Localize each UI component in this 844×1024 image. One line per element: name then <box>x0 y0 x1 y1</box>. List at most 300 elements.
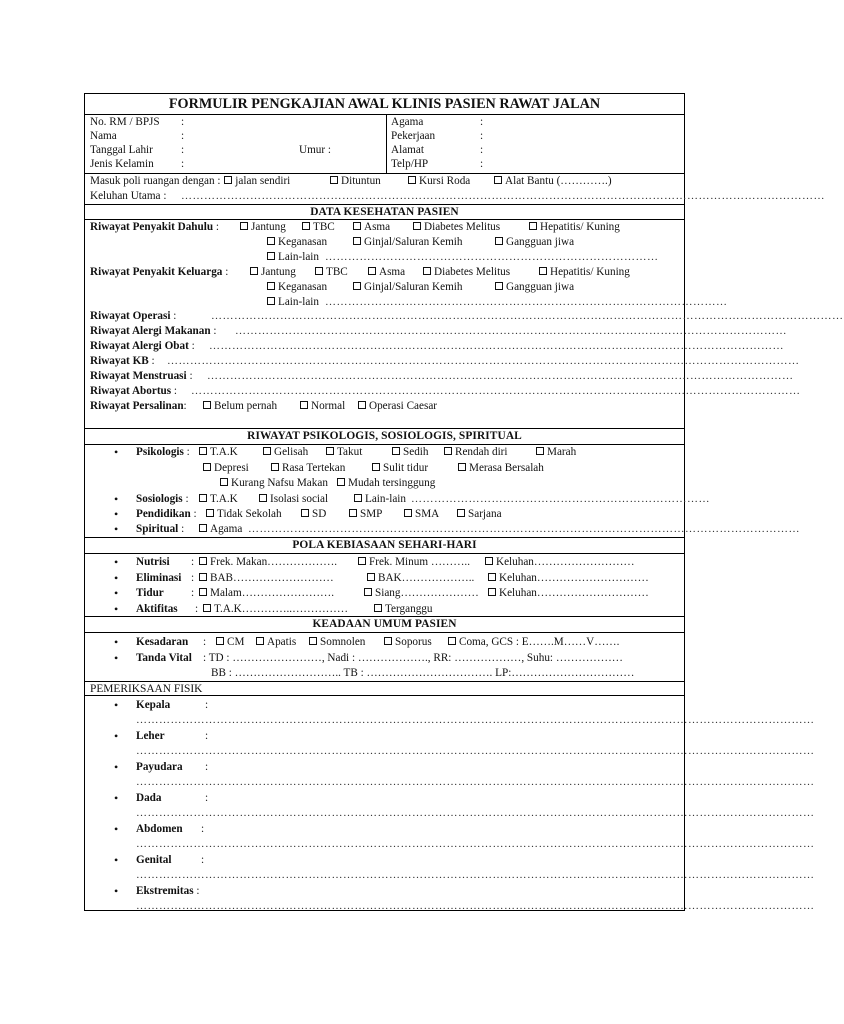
tanda-vital-values[interactable]: : TD : ……………………, Nadi : ………………., RR: ………………, Suhu: ……………… <box>203 652 623 664</box>
checkbox[interactable] <box>267 252 275 260</box>
riwayat-abortus-label: Riwayat Abortus <box>90 385 172 397</box>
tidur-label: Tidur <box>136 587 164 599</box>
kesadaran-label: Kesadaran <box>136 636 189 648</box>
option-label: Operasi Caesar <box>369 400 438 412</box>
option-label: Rasa Tertekan <box>282 462 346 474</box>
option <box>407 174 470 188</box>
option <box>258 492 328 506</box>
colon: : <box>480 116 484 128</box>
checkbox[interactable] <box>206 509 214 517</box>
pekerjaan-label: Pekerjaan <box>391 130 436 142</box>
option-label: TBC <box>313 221 335 233</box>
checkbox[interactable] <box>404 509 412 517</box>
masuk-poli-label: Masuk poli ruangan dengan : <box>90 175 221 187</box>
option <box>353 492 406 506</box>
kb-field[interactable]: ………………………………………………………………………………………………………………………………………………… <box>167 355 800 367</box>
option-label: Mudah tersinggung <box>348 477 436 489</box>
pendidikan-label: Pendidikan <box>136 508 191 520</box>
bullet: • <box>114 853 119 867</box>
checkbox[interactable] <box>485 557 493 565</box>
option <box>457 461 544 475</box>
option-label: Depresi <box>214 462 249 474</box>
riwayat-abortus-row: Riwayat Abortus : <box>90 385 178 397</box>
bullet: • <box>114 884 119 898</box>
colon: : <box>205 761 209 773</box>
bullet: • <box>114 555 119 569</box>
option <box>412 220 500 234</box>
section-fisik: PEMERIKSAAN FISIK <box>90 683 203 695</box>
option <box>367 265 405 279</box>
option-label: TBC <box>326 266 348 278</box>
option-label: Keluhan……………………… <box>496 556 635 568</box>
masuk-poli-row <box>90 174 290 188</box>
option <box>249 265 296 279</box>
divider <box>85 695 684 696</box>
colon: : <box>191 587 195 599</box>
checkbox[interactable] <box>300 401 308 409</box>
payudara-label: Payudara <box>136 761 183 773</box>
sosiologis-label: Sosiologis <box>136 493 183 505</box>
option-label: Lain-lain <box>278 251 320 263</box>
option-label: Dituntun <box>341 175 381 187</box>
option-label: jalan sendiri <box>235 175 291 187</box>
psikologis-row: Psikologis : <box>136 446 190 458</box>
menstruasi-field[interactable]: ……………………………………………………………………………………………………………………………………… <box>207 370 794 382</box>
colon: : <box>205 699 209 711</box>
checkbox[interactable] <box>315 267 323 275</box>
checkbox[interactable] <box>263 447 271 455</box>
abortus-field[interactable]: …………………………………………………………………………………………………………………………………………… <box>191 385 801 397</box>
option-label: Keganasan <box>278 281 328 293</box>
section-pola: POLA KEBIASAAN SEHARI-HARI <box>292 539 477 551</box>
option-label: Belum pernah <box>214 400 278 412</box>
checkbox[interactable] <box>267 237 275 245</box>
section-psikologis: RIWAYAT PSIKOLOGIS, SOSIOLOGIS, SPIRITUAL <box>247 430 522 442</box>
checkbox[interactable] <box>358 401 366 409</box>
bullet: • <box>114 635 119 649</box>
checkbox[interactable] <box>495 237 503 245</box>
colon: : <box>201 823 205 835</box>
option-label: Merasa Bersalah <box>469 462 544 474</box>
option <box>301 220 335 234</box>
option-label: SMA <box>415 508 440 520</box>
option-label: Kursi Roda <box>419 175 471 187</box>
option <box>198 522 242 536</box>
bullet: • <box>114 791 119 805</box>
bullet: • <box>114 492 119 506</box>
dada-field[interactable]: …………………………………………………………………………………………………………………………………………………………… <box>136 807 815 819</box>
option <box>352 280 463 294</box>
option <box>357 555 470 569</box>
checkbox[interactable] <box>199 494 207 502</box>
option <box>348 507 382 521</box>
eliminasi-label: Eliminasi <box>136 572 182 584</box>
checkbox[interactable] <box>256 637 264 645</box>
option-label: Diabetes Melitus <box>424 221 501 233</box>
checkbox[interactable] <box>353 222 361 230</box>
kepala-field[interactable]: …………………………………………………………………………………………………………………………………………………………… <box>136 714 815 726</box>
assessment-form <box>84 93 844 912</box>
ekstremitas-field[interactable]: …………………………………………………………………………………………………………………………………………………………… <box>136 900 815 912</box>
checkbox[interactable] <box>240 222 248 230</box>
option <box>456 507 502 521</box>
bullet: • <box>114 602 119 616</box>
option <box>202 461 249 475</box>
sosiologis-row: Sosiologis : <box>136 493 189 505</box>
option <box>494 235 574 249</box>
option <box>329 174 381 188</box>
option-label: Asma <box>379 266 406 278</box>
spiritual-row: Spiritual : <box>136 523 185 535</box>
checkbox[interactable] <box>539 267 547 275</box>
option <box>443 445 508 459</box>
option <box>198 586 334 600</box>
checkbox[interactable] <box>495 282 503 290</box>
riwayat-alergi-obat-label: Riwayat Alergi Obat <box>90 340 189 352</box>
no-rm-label: No. RM / BPJS <box>90 116 160 128</box>
divider <box>386 114 387 174</box>
option-label: BAK……………….. <box>378 572 475 584</box>
divider <box>85 632 684 633</box>
colon: : <box>181 144 185 156</box>
option <box>202 602 348 616</box>
checkbox[interactable] <box>368 267 376 275</box>
checkbox[interactable] <box>203 604 211 612</box>
colon: : <box>480 130 484 142</box>
nama-label: Nama <box>90 130 117 142</box>
colon: : <box>191 556 195 568</box>
bullet: • <box>114 522 119 536</box>
option-label: Hepatitis/ Kuning <box>550 266 630 278</box>
colon: : <box>191 572 195 584</box>
option <box>383 635 432 649</box>
option <box>352 220 390 234</box>
bullet: • <box>114 729 119 743</box>
checkbox[interactable] <box>358 557 366 565</box>
checkbox[interactable] <box>326 447 334 455</box>
checkbox[interactable] <box>384 637 392 645</box>
checkbox[interactable] <box>199 588 207 596</box>
agama-label: Agama <box>391 116 424 128</box>
option <box>373 602 432 616</box>
option <box>336 476 435 490</box>
option <box>270 461 345 475</box>
colon: : <box>195 603 199 615</box>
option-label: Frek. Minum ……….. <box>369 556 470 568</box>
option-label: Lain-lain <box>365 493 407 505</box>
checkbox[interactable] <box>224 176 232 184</box>
checkbox[interactable] <box>444 447 452 455</box>
section-data-kesehatan: DATA KESEHATAN PASIEN <box>310 206 459 218</box>
checkbox[interactable] <box>199 557 207 565</box>
bullet: • <box>114 822 119 836</box>
option-label: Normal <box>311 400 346 412</box>
bullet: • <box>114 507 119 521</box>
riwayat-persalinan-label: Riwayat Persalinan <box>90 400 184 412</box>
option-label: Sulit tidur <box>383 462 429 474</box>
dada-label: Dada <box>136 792 162 804</box>
checkbox[interactable] <box>250 267 258 275</box>
option-label: T.A.K <box>210 493 238 505</box>
option <box>484 555 635 569</box>
option <box>535 445 576 459</box>
option-label: Asma <box>364 221 391 233</box>
option-label: Ginjal/Saluran Kemih <box>364 236 463 248</box>
option-label: T.A.K…………..…………… <box>214 603 349 615</box>
bullet: • <box>114 698 119 712</box>
option <box>487 571 649 585</box>
colon: : <box>203 636 207 648</box>
riwayat-persalinan-row: Riwayat Persalinan: <box>90 400 187 412</box>
checkbox[interactable] <box>448 637 456 645</box>
bullet: • <box>114 571 119 585</box>
checkbox[interactable] <box>457 509 465 517</box>
option-label: Keluhan………………………… <box>499 587 649 599</box>
checkbox[interactable] <box>309 637 317 645</box>
option-label: Keganasan <box>278 236 328 248</box>
option-label: Hepatitis/ Kuning <box>540 221 620 233</box>
checkbox[interactable] <box>458 463 466 471</box>
option-label: Coma, GCS : E…….M……V……. <box>459 636 620 648</box>
checkbox[interactable] <box>267 297 275 305</box>
checkbox[interactable] <box>349 509 357 517</box>
option <box>266 235 327 249</box>
checkbox[interactable] <box>413 222 421 230</box>
divider <box>85 553 684 554</box>
checkbox[interactable] <box>488 588 496 596</box>
option-label: Agama <box>210 523 243 535</box>
checkbox[interactable] <box>392 447 400 455</box>
keluhan-utama-label: Keluhan Utama : <box>90 190 167 202</box>
checkbox[interactable] <box>271 463 279 471</box>
option-label: Gelisah <box>274 446 309 458</box>
option-label: Terganggu <box>385 603 433 615</box>
option-label: Rendah diri <box>455 446 508 458</box>
option <box>198 571 334 585</box>
option <box>391 445 428 459</box>
option-label: SD <box>312 508 327 520</box>
riwayat-dahulu-row: Riwayat Penyakit Dahulu : <box>90 221 219 233</box>
riwayat-kb-label: Riwayat KB <box>90 355 149 367</box>
umur-label: Umur : <box>299 144 332 156</box>
checkbox[interactable] <box>199 524 207 532</box>
option-label: Frek. Makan………………. <box>210 556 338 568</box>
colon: : <box>181 130 185 142</box>
aktifitas-label: Aktifitas <box>136 603 178 615</box>
option <box>493 174 612 188</box>
checkbox[interactable] <box>488 573 496 581</box>
abdomen-field[interactable]: …………………………………………………………………………………………………………………………………………………………… <box>136 838 815 850</box>
riwayat-menstruasi-row: Riwayat Menstruasi : <box>90 370 193 382</box>
section-keadaan: KEADAAN UMUM PASIEN <box>312 618 457 630</box>
tanggal-lahir-label: Tanggal Lahir <box>90 144 153 156</box>
riwayat-kb-row: Riwayat KB : <box>90 355 155 367</box>
option <box>300 507 326 521</box>
riwayat-alergi-makanan-label: Riwayat Alergi Makanan <box>90 325 211 337</box>
option-label: Jantung <box>251 221 286 233</box>
colon: : <box>480 144 484 156</box>
abdomen-label: Abdomen <box>136 823 183 835</box>
option <box>299 399 345 413</box>
colon: : <box>181 116 185 128</box>
riwayat-operasi-row: Riwayat Operasi : <box>90 310 177 322</box>
checkbox[interactable] <box>529 222 537 230</box>
checkbox[interactable] <box>408 176 416 184</box>
checkbox[interactable] <box>267 282 275 290</box>
checkbox[interactable] <box>354 494 362 502</box>
checkbox[interactable] <box>367 573 375 581</box>
psikologis-label: Psikologis <box>136 446 184 458</box>
option-label: SMP <box>360 508 383 520</box>
sosiologis-lain-field[interactable]: …………………………………………………………………… <box>411 493 710 505</box>
checkbox[interactable] <box>330 176 338 184</box>
option <box>266 250 319 264</box>
option-label: Gangguan jiwa <box>506 236 575 248</box>
option-label: Lain-lain <box>278 296 320 308</box>
option <box>422 265 510 279</box>
checkbox[interactable] <box>536 447 544 455</box>
checkbox[interactable] <box>374 604 382 612</box>
option <box>205 507 282 521</box>
riwayat-alergi-obat-row: Riwayat Alergi Obat : <box>90 340 195 352</box>
checkbox[interactable] <box>423 267 431 275</box>
checkbox[interactable] <box>494 176 502 184</box>
option <box>538 265 630 279</box>
ekstremitas-label: Ekstremitas <box>136 885 194 897</box>
option-label: Gangguan jiwa <box>506 281 575 293</box>
checkbox[interactable] <box>353 282 361 290</box>
bullet: • <box>114 760 119 774</box>
checkbox[interactable] <box>199 447 207 455</box>
option <box>308 635 365 649</box>
alergi-obat-field[interactable]: …………………………………………………………………………………………………………………………………… <box>209 340 784 352</box>
bullet: • <box>114 445 119 459</box>
option <box>314 265 348 279</box>
colon: : <box>205 730 209 742</box>
genital-field[interactable]: …………………………………………………………………………………………………………………………………………………………… <box>136 869 815 881</box>
riwayat-operasi-label: Riwayat Operasi <box>90 310 171 322</box>
riwayat-keluarga-row: Riwayat Penyakit Keluarga : <box>90 266 229 278</box>
option <box>528 220 620 234</box>
option-label: Alat Bantu (………….) <box>505 175 612 187</box>
leher-field[interactable]: …………………………………………………………………………………………………………………………………………………………… <box>136 745 815 757</box>
checkbox[interactable] <box>216 637 224 645</box>
pendidikan-row: Pendidikan : <box>136 508 197 520</box>
option <box>255 635 296 649</box>
option-label: Soporus <box>395 636 432 648</box>
option <box>198 492 238 506</box>
riwayat-dahulu-label: Riwayat Penyakit Dahulu <box>90 221 214 233</box>
spiritual-field[interactable]: ……………………………………………………………………………………………………………………………… <box>248 523 800 535</box>
tanda-vital-label: Tanda Vital <box>136 652 192 664</box>
lain-lain-field[interactable]: …………………………………………………………………………… <box>325 251 659 263</box>
option <box>366 571 474 585</box>
checkbox[interactable] <box>259 494 267 502</box>
checkbox[interactable] <box>353 237 361 245</box>
option <box>239 220 286 234</box>
bullet: • <box>114 651 119 665</box>
checkbox[interactable] <box>199 573 207 581</box>
operasi-field[interactable]: ………………………………………………………………………………………………………………………………………………… <box>211 310 844 322</box>
colon: : <box>201 854 205 866</box>
alergi-makanan-field[interactable]: ……………………………………………………………………………………………………………………………… <box>235 325 787 337</box>
keluhan-utama-field[interactable]: …………………………………………………………………………………………………………………………………………………… <box>181 190 825 202</box>
jenis-kelamin-label: Jenis Kelamin <box>90 158 154 170</box>
option-label: Sedih <box>403 446 429 458</box>
checkbox[interactable] <box>302 222 310 230</box>
option <box>363 586 479 600</box>
option <box>198 445 238 459</box>
option-label: Kurang Nafsu Makan <box>231 477 328 489</box>
riwayat-keluarga-label: Riwayat Penyakit Keluarga <box>90 266 223 278</box>
colon: : <box>181 158 185 170</box>
option-label: Malam……………………. <box>210 587 334 599</box>
tanda-vital-values[interactable]: BB : ……………………….. TB : ……………………………. LP:…………………………… <box>211 667 635 679</box>
option-label: BAB……………………… <box>210 572 334 584</box>
option-label: T.A.K <box>210 446 238 458</box>
option <box>371 461 428 475</box>
lain-lain-field[interactable]: …………………………………………………………………………………………… <box>325 296 728 308</box>
option <box>352 235 463 249</box>
option <box>202 399 277 413</box>
telp-label: Telp/HP <box>391 158 429 170</box>
riwayat-menstruasi-label: Riwayat Menstruasi <box>90 370 187 382</box>
checkbox[interactable] <box>220 478 228 486</box>
payudara-field[interactable]: …………………………………………………………………………………………………………………………………………………………… <box>136 776 815 788</box>
option-label: Takut <box>337 446 363 458</box>
riwayat-alergi-makanan-row: Riwayat Alergi Makanan : <box>90 325 217 337</box>
option-label: Keluhan………………………… <box>499 572 649 584</box>
checkbox[interactable] <box>337 478 345 486</box>
genital-label: Genital <box>136 854 172 866</box>
nutrisi-label: Nutrisi <box>136 556 170 568</box>
form-title: FORMULIR PENGKAJIAN AWAL KLINIS PASIEN RAWAT JALAN <box>168 96 601 112</box>
option-label: Ginjal/Saluran Kemih <box>364 281 463 293</box>
option-label: Somnolen <box>320 636 366 648</box>
option <box>447 635 619 649</box>
leher-label: Leher <box>136 730 165 742</box>
option-label: Isolasi social <box>270 493 329 505</box>
option-label: Tidak Sekolah <box>217 508 282 520</box>
option <box>198 555 337 569</box>
option-label: Marah <box>547 446 577 458</box>
option <box>325 445 362 459</box>
option <box>403 507 439 521</box>
spiritual-label: Spiritual <box>136 523 179 535</box>
kepala-label: Kepala <box>136 699 171 711</box>
checkbox[interactable] <box>203 401 211 409</box>
option-label: Siang………………… <box>375 587 479 599</box>
option-label: Diabetes Melitus <box>434 266 511 278</box>
colon: : <box>205 792 209 804</box>
option-label: Apatis <box>267 636 297 648</box>
option <box>262 445 308 459</box>
checkbox[interactable] <box>364 588 372 596</box>
option <box>357 399 437 413</box>
colon: : <box>480 158 484 170</box>
option <box>266 280 327 294</box>
checkbox[interactable] <box>301 509 309 517</box>
alamat-label: Alamat <box>391 144 424 156</box>
option <box>487 586 649 600</box>
option-label: Sarjana <box>468 508 502 520</box>
option <box>215 635 244 649</box>
bullet: • <box>114 586 119 600</box>
option <box>219 476 328 490</box>
option-label: CM <box>227 636 245 648</box>
checkbox[interactable] <box>372 463 380 471</box>
checkbox[interactable] <box>203 463 211 471</box>
